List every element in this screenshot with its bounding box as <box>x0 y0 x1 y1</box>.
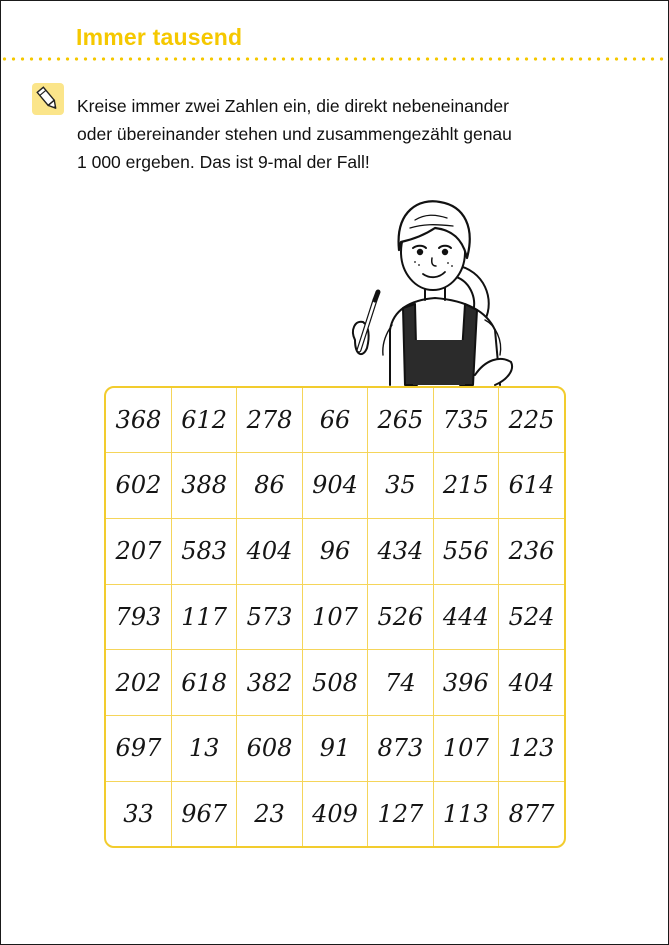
number-cell[interactable]: 368 <box>106 388 171 453</box>
number-cell[interactable]: 404 <box>499 650 564 716</box>
number-cell[interactable]: 444 <box>433 584 498 650</box>
grid-row <box>106 650 564 716</box>
number-cell[interactable]: 13 <box>171 716 236 782</box>
number-cell[interactable]: 74 <box>368 650 433 716</box>
number-cell[interactable]: 127 <box>368 781 433 846</box>
number-cell[interactable]: 404 <box>237 518 302 584</box>
number-cell[interactable]: 735 <box>433 388 498 453</box>
number-cell[interactable]: 382 <box>237 650 302 716</box>
number-cell[interactable]: 107 <box>302 584 367 650</box>
number-grid <box>104 386 566 848</box>
grid-row <box>106 518 564 584</box>
task-instructions <box>77 92 597 176</box>
number-cell[interactable]: 86 <box>237 453 302 519</box>
dotted-divider <box>0 57 669 61</box>
number-cell[interactable]: 265 <box>368 388 433 453</box>
number-cell[interactable]: 904 <box>302 453 367 519</box>
number-cell[interactable]: 556 <box>433 518 498 584</box>
number-cell[interactable]: 614 <box>499 453 564 519</box>
number-cell[interactable]: 117 <box>171 584 236 650</box>
number-cell[interactable]: 35 <box>368 453 433 519</box>
number-cell[interactable]: 602 <box>106 453 171 519</box>
number-cell[interactable]: 793 <box>106 584 171 650</box>
number-cell[interactable]: 608 <box>237 716 302 782</box>
number-cell[interactable]: 697 <box>106 716 171 782</box>
grid-row <box>106 781 564 846</box>
number-cell[interactable]: 873 <box>368 716 433 782</box>
instruction-line-1: Kreise immer zwei Zahlen ein, die direkt nebeneinander <box>77 96 509 116</box>
number-cell[interactable]: 618 <box>171 650 236 716</box>
number-table <box>106 388 564 846</box>
number-cell[interactable]: 123 <box>499 716 564 782</box>
number-cell[interactable]: 967 <box>171 781 236 846</box>
number-cell[interactable]: 388 <box>171 453 236 519</box>
number-cell[interactable]: 107 <box>433 716 498 782</box>
number-cell[interactable]: 225 <box>499 388 564 453</box>
grid-row <box>106 388 564 453</box>
number-cell[interactable]: 526 <box>368 584 433 650</box>
instruction-line-3: 1 000 ergeben. Das ist 9-mal der Fall! <box>77 152 370 172</box>
pencil-icon <box>32 83 64 115</box>
number-cell[interactable]: 573 <box>237 584 302 650</box>
number-cell[interactable]: 612 <box>171 388 236 453</box>
number-cell[interactable]: 23 <box>237 781 302 846</box>
grid-row <box>106 453 564 519</box>
number-cell[interactable]: 33 <box>106 781 171 846</box>
number-cell[interactable]: 434 <box>368 518 433 584</box>
number-cell[interactable]: 207 <box>106 518 171 584</box>
number-cell[interactable]: 91 <box>302 716 367 782</box>
girl-with-pencil-illustration <box>335 180 525 390</box>
number-cell[interactable]: 236 <box>499 518 564 584</box>
number-cell[interactable]: 508 <box>302 650 367 716</box>
grid-row <box>106 584 564 650</box>
number-cell[interactable]: 396 <box>433 650 498 716</box>
number-cell[interactable]: 409 <box>302 781 367 846</box>
number-cell[interactable]: 278 <box>237 388 302 453</box>
number-cell[interactable]: 96 <box>302 518 367 584</box>
number-cell[interactable]: 66 <box>302 388 367 453</box>
page-title: Immer tausend <box>76 24 243 50</box>
number-cell[interactable]: 202 <box>106 650 171 716</box>
number-cell[interactable]: 524 <box>499 584 564 650</box>
instruction-line-2: oder übereinander stehen und zusammengezählt genau <box>77 124 512 144</box>
number-cell[interactable]: 877 <box>499 781 564 846</box>
grid-row <box>106 716 564 782</box>
number-cell[interactable]: 113 <box>433 781 498 846</box>
number-cell[interactable]: 583 <box>171 518 236 584</box>
number-cell[interactable]: 215 <box>433 453 498 519</box>
